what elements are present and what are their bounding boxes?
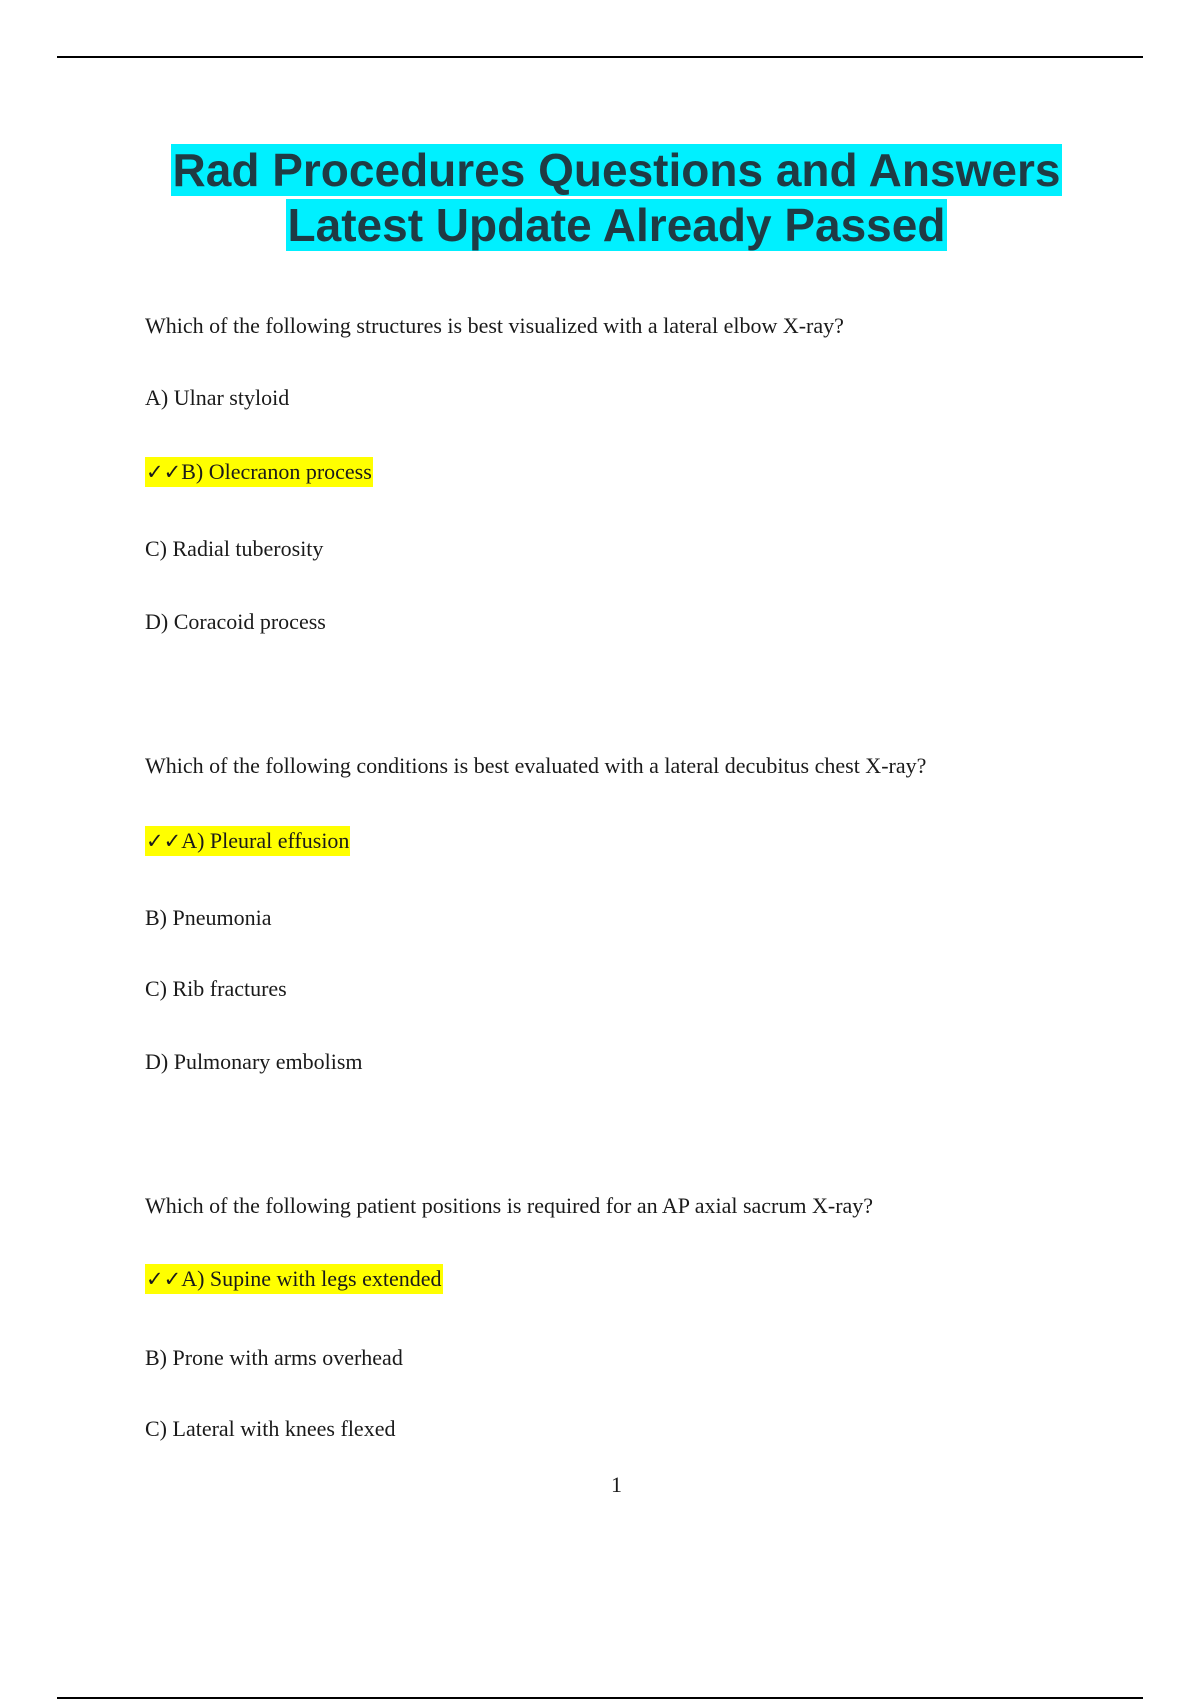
double-check-icon: ✓✓ bbox=[146, 829, 182, 853]
document-title bbox=[0, 143, 1200, 253]
question-1-option-b-correct bbox=[145, 458, 373, 486]
double-check-icon: ✓✓ bbox=[146, 1267, 182, 1291]
double-check-icon: ✓✓ bbox=[146, 460, 182, 484]
question-3-option-c: C) Lateral with knees flexed bbox=[145, 1416, 396, 1441]
question-2-text: Which of the following conditions is best evaluated with a lateral decubitus chest X-ray? bbox=[145, 753, 927, 778]
question-2-option-b: B) Pneumonia bbox=[145, 905, 272, 930]
question-3-option-a-correct bbox=[145, 1265, 443, 1293]
answer-text: A) Pleural effusion bbox=[181, 828, 350, 853]
question-1-text: Which of the following structures is best visualized with a lateral elbow X-ray? bbox=[145, 313, 844, 338]
question-2-option-c: C) Rib fractures bbox=[145, 976, 287, 1001]
question-1-option-c: C) Radial tuberosity bbox=[145, 536, 324, 561]
page-number: 1 bbox=[611, 1472, 622, 1497]
answer-text: B) Olecranon process bbox=[181, 459, 372, 484]
question-2-option-a-correct bbox=[145, 827, 350, 855]
bottom-rule bbox=[57, 1697, 1143, 1699]
title-line-2: Latest Update Already Passed bbox=[287, 199, 946, 251]
question-3-text: Which of the following patient positions is required for an AP axial sacrum X-ray? bbox=[145, 1193, 874, 1218]
top-rule bbox=[57, 56, 1143, 58]
question-1-option-d: D) Coracoid process bbox=[145, 609, 326, 634]
question-3-option-b: B) Prone with arms overhead bbox=[145, 1345, 403, 1370]
question-2-option-d: D) Pulmonary embolism bbox=[145, 1049, 363, 1074]
answer-text: A) Supine with legs extended bbox=[181, 1266, 442, 1291]
question-1-option-a: A) Ulnar styloid bbox=[145, 385, 290, 410]
title-line-1: Rad Procedures Questions and Answers bbox=[172, 144, 1061, 196]
